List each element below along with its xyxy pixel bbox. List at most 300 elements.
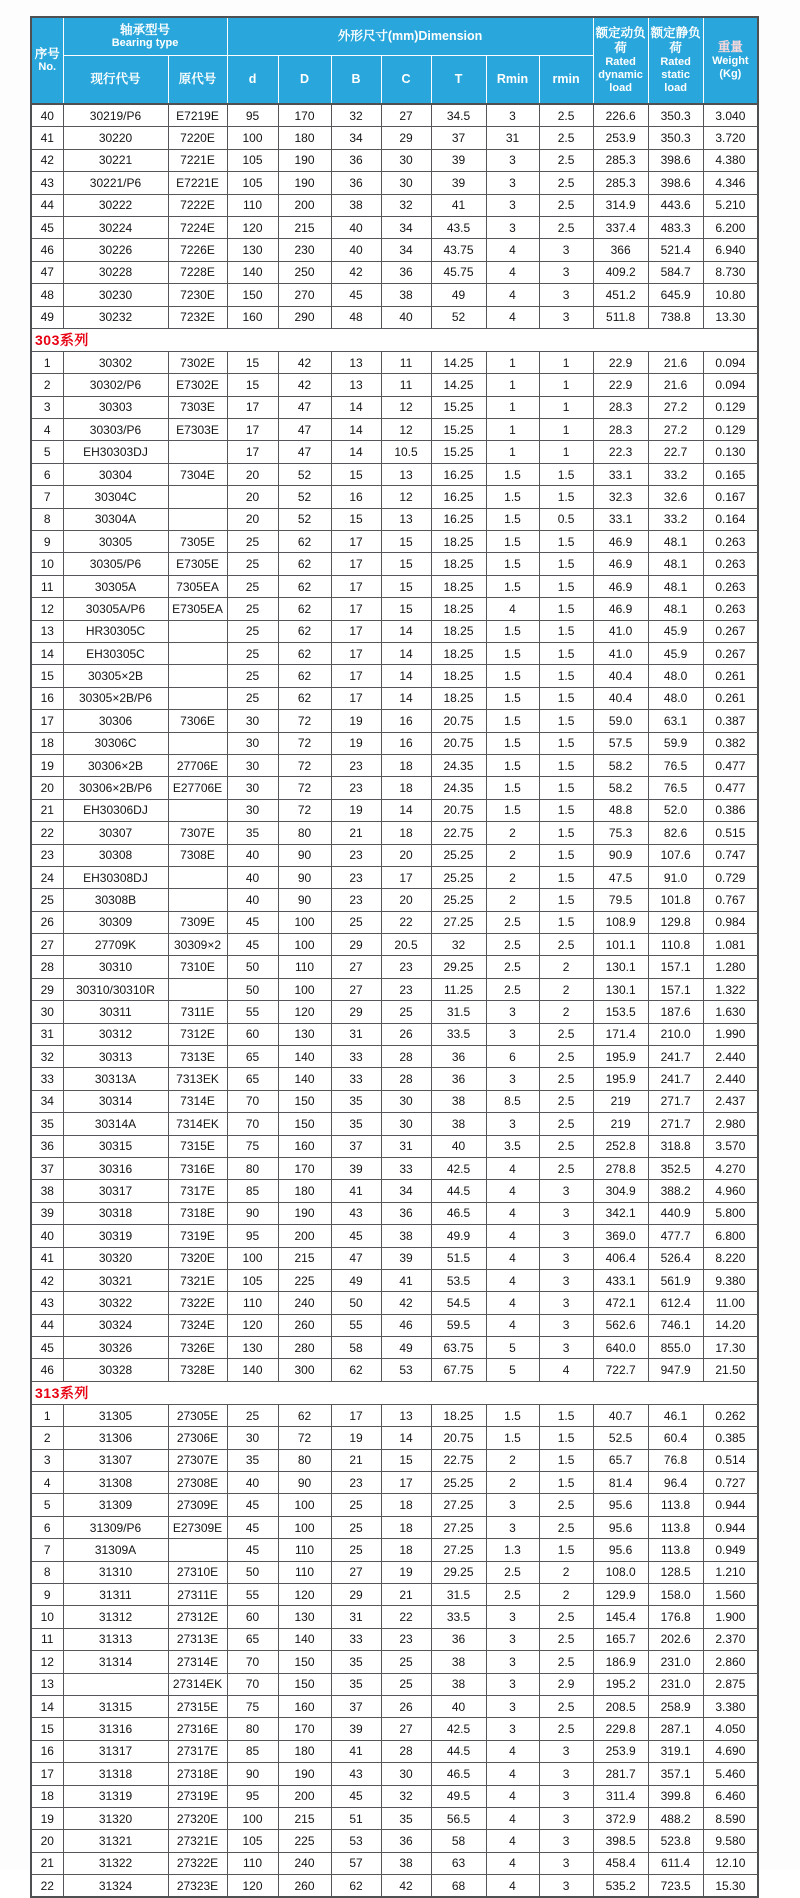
cell: 22 xyxy=(31,1875,63,1898)
cell: 2.5 xyxy=(539,1046,593,1068)
cell: 472.1 xyxy=(593,1292,648,1314)
cell: 48.1 xyxy=(648,553,703,575)
cell: 7312E xyxy=(168,1023,227,1045)
cell: 229.8 xyxy=(593,1718,648,1740)
cell: 40 xyxy=(227,889,278,911)
cell: 30222 xyxy=(63,194,168,216)
cell: 215 xyxy=(278,1247,331,1269)
col-no-label-zh: 序号 xyxy=(34,46,60,61)
cell: 42 xyxy=(278,351,331,373)
cell: E7221E xyxy=(168,172,227,194)
cell: 2 xyxy=(486,889,539,911)
cell: 2.440 xyxy=(703,1068,758,1090)
cell: 30306×2B/P6 xyxy=(63,777,168,799)
cell: 27 xyxy=(381,1718,431,1740)
table-row xyxy=(31,1247,758,1269)
table-row xyxy=(31,1202,758,1224)
cell: 350.3 xyxy=(648,127,703,149)
cell: 1.5 xyxy=(486,486,539,508)
cell: 44.5 xyxy=(431,1180,486,1202)
cell: 32 xyxy=(381,1785,431,1807)
cell: 18.25 xyxy=(431,1404,486,1426)
cell: 39 xyxy=(431,172,486,194)
cell: 2.440 xyxy=(703,1046,758,1068)
cell: 2.5 xyxy=(486,934,539,956)
cell: 35 xyxy=(381,1807,431,1829)
cell: 31.5 xyxy=(431,1001,486,1023)
cell: 225 xyxy=(278,1830,331,1852)
cell: 21 xyxy=(381,1584,431,1606)
cell: 7221E xyxy=(168,149,227,171)
cell: 8 xyxy=(31,1561,63,1583)
cell: 258.9 xyxy=(648,1695,703,1717)
cell: 160 xyxy=(227,306,278,328)
cell: 35 xyxy=(331,1090,381,1112)
cell: 25 xyxy=(227,642,278,664)
cell: 33.2 xyxy=(648,463,703,485)
cell: 15.25 xyxy=(431,419,486,441)
cell: 4 xyxy=(486,1292,539,1314)
cell: 3 xyxy=(539,1763,593,1785)
cell xyxy=(168,441,227,463)
cell: 0.477 xyxy=(703,777,758,799)
cell: 1.280 xyxy=(703,956,758,978)
cell: 0.729 xyxy=(703,866,758,888)
cell: 150 xyxy=(278,1090,331,1112)
cell: 31315 xyxy=(63,1695,168,1717)
cell: 4 xyxy=(31,1472,63,1494)
cell: 140 xyxy=(278,1068,331,1090)
cell: 0.382 xyxy=(703,732,758,754)
cell: 0.094 xyxy=(703,351,758,373)
cell: 0.094 xyxy=(703,374,758,396)
cell: 41.0 xyxy=(593,620,648,642)
cell: 17 xyxy=(331,1404,381,1426)
bearing-type-label-zh: 轴承型号 xyxy=(120,22,171,37)
cell: 22 xyxy=(31,822,63,844)
cell: 25 xyxy=(331,1539,381,1561)
cell: 35 xyxy=(31,1113,63,1135)
cell: 398.5 xyxy=(593,1830,648,1852)
cell: 7320E xyxy=(168,1247,227,1269)
cell: 21.6 xyxy=(648,374,703,396)
cell: 75 xyxy=(227,1695,278,1717)
cell: 1 xyxy=(539,441,593,463)
cell: 40.4 xyxy=(593,687,648,709)
cell: 31319 xyxy=(63,1785,168,1807)
cell: 9 xyxy=(31,531,63,553)
cell: 285.3 xyxy=(593,149,648,171)
cell: 1.5 xyxy=(486,531,539,553)
cell: 170 xyxy=(278,104,331,127)
cell: 14 xyxy=(31,642,63,664)
cell: 130 xyxy=(227,1337,278,1359)
cell: 31 xyxy=(486,127,539,149)
cell: 100 xyxy=(227,127,278,149)
cell: 1.5 xyxy=(486,1427,539,1449)
cell: 406.4 xyxy=(593,1247,648,1269)
weight-header xyxy=(703,17,758,104)
cell: 0.515 xyxy=(703,822,758,844)
cell: 723.5 xyxy=(648,1875,703,1898)
cell: 2.5 xyxy=(486,1561,539,1583)
cell: 43.5 xyxy=(431,216,486,238)
cell: 42 xyxy=(331,261,381,283)
static-load-label-en: Rated static load xyxy=(660,55,691,94)
cell: 0.261 xyxy=(703,665,758,687)
cell: 15 xyxy=(381,531,431,553)
col-rmin-header: rmin xyxy=(539,56,593,105)
cell: 63.1 xyxy=(648,710,703,732)
cell: 76.8 xyxy=(648,1449,703,1471)
cell: 75.3 xyxy=(593,822,648,844)
col-no-header xyxy=(31,17,63,104)
table-row xyxy=(31,1404,758,1426)
cell: 50 xyxy=(331,1292,381,1314)
cell: 2.980 xyxy=(703,1113,758,1135)
cell: 95.6 xyxy=(593,1539,648,1561)
cell: 5.460 xyxy=(703,1763,758,1785)
cell: 30307 xyxy=(63,822,168,844)
cell: 38 xyxy=(431,1651,486,1673)
cell: 54.5 xyxy=(431,1292,486,1314)
cell: 10 xyxy=(31,1606,63,1628)
cell: 27315E xyxy=(168,1695,227,1717)
cell xyxy=(168,889,227,911)
cell: 110 xyxy=(227,1852,278,1874)
cell: 59.5 xyxy=(431,1314,486,1336)
cell: 7313EK xyxy=(168,1068,227,1090)
cell: 2.5 xyxy=(539,1695,593,1717)
cell: 30309 xyxy=(63,911,168,933)
cell: 4 xyxy=(539,1359,593,1381)
cell: 3 xyxy=(486,1516,539,1538)
cell: 30 xyxy=(381,1763,431,1785)
cell: 12 xyxy=(31,598,63,620)
cell: 16 xyxy=(331,486,381,508)
table-row xyxy=(31,1651,758,1673)
cell: 1 xyxy=(486,396,539,418)
cell: 722.7 xyxy=(593,1359,648,1381)
table-row xyxy=(31,1113,758,1135)
cell: 1.5 xyxy=(486,575,539,597)
col-Rmin-header: Rmin xyxy=(486,56,539,105)
cell: 30308B xyxy=(63,889,168,911)
cell: 30313A xyxy=(63,1068,168,1090)
cell: 90.9 xyxy=(593,844,648,866)
cell: 72 xyxy=(278,1427,331,1449)
cell xyxy=(168,620,227,642)
cell: 90 xyxy=(227,1763,278,1785)
cell: 25 xyxy=(227,575,278,597)
cell: 37 xyxy=(331,1695,381,1717)
cell: 70 xyxy=(227,1113,278,1135)
cell: 14 xyxy=(381,1427,431,1449)
cell: 95 xyxy=(227,1785,278,1807)
col-T-header: T xyxy=(431,56,486,105)
table-row xyxy=(31,889,758,911)
cell: 290 xyxy=(278,306,331,328)
cell: 366 xyxy=(593,239,648,261)
cell: 1.5 xyxy=(486,620,539,642)
cell: 95.6 xyxy=(593,1516,648,1538)
cell: 42 xyxy=(381,1292,431,1314)
cell: 1.5 xyxy=(539,866,593,888)
cell xyxy=(168,642,227,664)
cell: 1.5 xyxy=(539,598,593,620)
cell: 352.5 xyxy=(648,1157,703,1179)
cell: 3 xyxy=(486,1068,539,1090)
cell: 1.5 xyxy=(539,553,593,575)
cell: 511.8 xyxy=(593,306,648,328)
cell: 23 xyxy=(331,866,381,888)
cell: 253.9 xyxy=(593,1740,648,1762)
table-row xyxy=(31,127,758,149)
cell: 30305 xyxy=(63,531,168,553)
cell: 43 xyxy=(31,172,63,194)
cell: 53.5 xyxy=(431,1269,486,1291)
cell: 3 xyxy=(539,306,593,328)
cell: 39 xyxy=(331,1157,381,1179)
table-row xyxy=(31,687,758,709)
cell: 1.900 xyxy=(703,1606,758,1628)
cell: 1.3 xyxy=(486,1539,539,1561)
cell: 208.5 xyxy=(593,1695,648,1717)
cell: 12 xyxy=(31,1651,63,1673)
cell: 2.5 xyxy=(486,1584,539,1606)
cell: 12 xyxy=(381,486,431,508)
cell: 2.9 xyxy=(539,1673,593,1695)
cell: 0.944 xyxy=(703,1494,758,1516)
cell: 13 xyxy=(31,1673,63,1695)
cell: EH30305C xyxy=(63,642,168,664)
cell: 4.380 xyxy=(703,149,758,171)
cell: 3.720 xyxy=(703,127,758,149)
cell: 37 xyxy=(31,1157,63,1179)
cell: 31308 xyxy=(63,1472,168,1494)
table-row xyxy=(31,620,758,642)
cell: 120 xyxy=(227,1314,278,1336)
cell: 30305×2B/P6 xyxy=(63,687,168,709)
cell: 43 xyxy=(331,1763,381,1785)
cell: 8.5 xyxy=(486,1090,539,1112)
table-row xyxy=(31,553,758,575)
cell: 14 xyxy=(381,620,431,642)
cell: 24.35 xyxy=(431,754,486,776)
cell: 3 xyxy=(31,1449,63,1471)
table-row xyxy=(31,1584,758,1606)
cell: 29.25 xyxy=(431,956,486,978)
cell: 27316E xyxy=(168,1718,227,1740)
cell: 612.4 xyxy=(648,1292,703,1314)
cell: 16 xyxy=(381,710,431,732)
cell: 2.875 xyxy=(703,1673,758,1695)
cell: 388.2 xyxy=(648,1180,703,1202)
table-row xyxy=(31,149,758,171)
cell: 18.25 xyxy=(431,575,486,597)
cell: 1.5 xyxy=(486,732,539,754)
cell: 17 xyxy=(31,1763,63,1785)
cell: 19 xyxy=(31,754,63,776)
cell: 17 xyxy=(381,1472,431,1494)
cell: 14 xyxy=(381,665,431,687)
cell: E7305EA xyxy=(168,598,227,620)
cell: 4 xyxy=(486,1269,539,1291)
cell: 55 xyxy=(227,1001,278,1023)
cell: 35 xyxy=(227,1449,278,1471)
cell: 34 xyxy=(381,216,431,238)
cell: 46 xyxy=(31,239,63,261)
cell: 2.5 xyxy=(539,1023,593,1045)
cell: 30310/30310R xyxy=(63,978,168,1000)
cell: 271.7 xyxy=(648,1113,703,1135)
cell: 27709K xyxy=(63,934,168,956)
cell: 15.25 xyxy=(431,441,486,463)
cell: 3 xyxy=(486,1695,539,1717)
cell: 13 xyxy=(331,374,381,396)
cell: 45 xyxy=(227,934,278,956)
cell: 30310 xyxy=(63,956,168,978)
cell: 30305×2B xyxy=(63,665,168,687)
cell: 8.590 xyxy=(703,1807,758,1829)
cell: 2.5 xyxy=(539,104,593,127)
cell: 18 xyxy=(381,822,431,844)
cell: 30305/P6 xyxy=(63,553,168,575)
cell: 25 xyxy=(227,687,278,709)
cell: 2 xyxy=(486,822,539,844)
cell: 3 xyxy=(539,1269,593,1291)
cell: 25 xyxy=(227,531,278,553)
cell: 42.5 xyxy=(431,1157,486,1179)
cell: 26 xyxy=(31,911,63,933)
cell: 3 xyxy=(539,1852,593,1874)
cell: 1.5 xyxy=(486,553,539,575)
cell: 7310E xyxy=(168,956,227,978)
cell: 30304 xyxy=(63,463,168,485)
cell: 27 xyxy=(31,934,63,956)
cell: 23 xyxy=(331,754,381,776)
cell: 19 xyxy=(331,799,381,821)
cell: 17 xyxy=(227,396,278,418)
cell: 52 xyxy=(278,463,331,485)
cell: 18 xyxy=(381,1494,431,1516)
cell: 25 xyxy=(227,665,278,687)
cell: 1 xyxy=(539,351,593,373)
col-no-label-en: No. xyxy=(38,61,57,74)
cell: 38 xyxy=(381,284,431,306)
cell: 2.5 xyxy=(539,127,593,149)
cell: 27323E xyxy=(168,1875,227,1898)
cell: 49.9 xyxy=(431,1225,486,1247)
cell: 7 xyxy=(31,1539,63,1561)
cell: 561.9 xyxy=(648,1269,703,1291)
cell: 1 xyxy=(31,1404,63,1426)
cell: 16 xyxy=(381,732,431,754)
table-header xyxy=(31,17,758,104)
cell: 23 xyxy=(331,777,381,799)
cell: 1.5 xyxy=(486,642,539,664)
cell: 70 xyxy=(227,1090,278,1112)
cell: 30313 xyxy=(63,1046,168,1068)
cell: 250 xyxy=(278,261,331,283)
cell: 39 xyxy=(31,1202,63,1224)
cell: 241.7 xyxy=(648,1046,703,1068)
cell: 20.75 xyxy=(431,710,486,732)
cell: 26 xyxy=(381,1023,431,1045)
cell: 0.949 xyxy=(703,1539,758,1561)
table-row xyxy=(31,710,758,732)
cell: 22 xyxy=(381,1606,431,1628)
cell: 22.3 xyxy=(593,441,648,463)
cell: 28 xyxy=(381,1740,431,1762)
cell: 52.0 xyxy=(648,799,703,821)
cell: 45.9 xyxy=(648,642,703,664)
cell: 4 xyxy=(486,598,539,620)
cell: 53 xyxy=(381,1359,431,1381)
cell: 0.477 xyxy=(703,754,758,776)
cell: 7228E xyxy=(168,261,227,283)
cell: 30318 xyxy=(63,1202,168,1224)
table-row xyxy=(31,441,758,463)
cell: 30 xyxy=(227,754,278,776)
cell: 44 xyxy=(31,194,63,216)
cell: 4 xyxy=(486,239,539,261)
cell: 2 xyxy=(486,1449,539,1471)
cell: 16.25 xyxy=(431,463,486,485)
cell: 41 xyxy=(31,127,63,149)
cell: 27317E xyxy=(168,1740,227,1762)
cell: 7324E xyxy=(168,1314,227,1336)
table-row xyxy=(31,261,758,283)
cell: 38 xyxy=(431,1673,486,1695)
cell: 72 xyxy=(278,710,331,732)
cell: 195.9 xyxy=(593,1068,648,1090)
cell: 52 xyxy=(431,306,486,328)
cell xyxy=(168,799,227,821)
cell: 226.6 xyxy=(593,104,648,127)
cell: 25.25 xyxy=(431,889,486,911)
cell: 11.00 xyxy=(703,1292,758,1314)
cell: 2 xyxy=(31,374,63,396)
cell: 33 xyxy=(331,1068,381,1090)
cell: 91.0 xyxy=(648,866,703,888)
cell: 27320E xyxy=(168,1807,227,1829)
cell: 100 xyxy=(278,934,331,956)
cell: 22.75 xyxy=(431,822,486,844)
cell: 7230E xyxy=(168,284,227,306)
cell: 110 xyxy=(227,1292,278,1314)
cell: 28.3 xyxy=(593,396,648,418)
cell: 30328 xyxy=(63,1359,168,1381)
cell: 14.25 xyxy=(431,374,486,396)
cell: 5 xyxy=(486,1359,539,1381)
cell: 5 xyxy=(31,441,63,463)
cell: 27319E xyxy=(168,1785,227,1807)
cell: 5.800 xyxy=(703,1202,758,1224)
cell: 58.2 xyxy=(593,777,648,799)
cell: 11 xyxy=(381,374,431,396)
cell: 1.5 xyxy=(539,665,593,687)
cell: 304.9 xyxy=(593,1180,648,1202)
cell: 1.5 xyxy=(539,732,593,754)
cell: 2.5 xyxy=(539,1606,593,1628)
cell: 58.2 xyxy=(593,754,648,776)
table-row xyxy=(31,911,758,933)
cell: 120 xyxy=(278,1001,331,1023)
cell: 40 xyxy=(331,216,381,238)
cell: 3.5 xyxy=(486,1135,539,1157)
cell: 90 xyxy=(278,844,331,866)
